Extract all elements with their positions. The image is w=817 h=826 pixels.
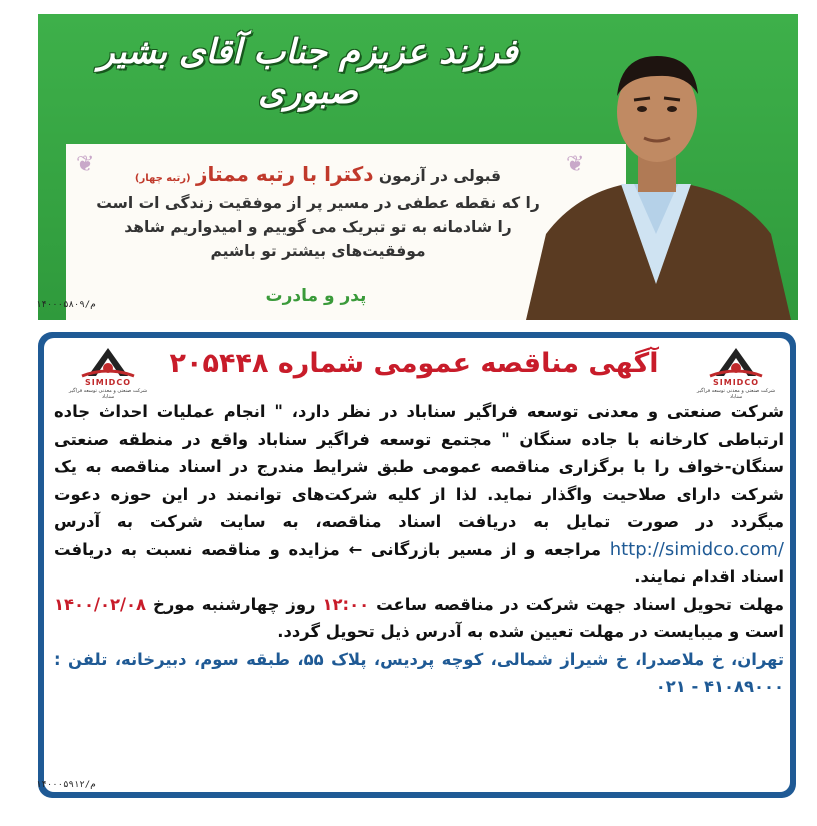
tender-address: تهران، خ ملاصدرا، خ شیراز شمالی، کوچه پردیس، پلاک ۵۵، طبقه سوم، دبیرخانه، تلفن : ۴۱۰۸۹۰۰۰ - ۰۲۱	[54, 649, 784, 696]
congrats-line-4: موفقیت‌های بیشتر تو باشیم	[210, 242, 426, 260]
triangle-logo-icon	[68, 346, 148, 378]
congrats-line-2: را که نقطه عطفی در مسیر پر از موفقیت زندگی ات است	[96, 194, 540, 212]
rank-note: (رتبه چهار)	[134, 173, 191, 184]
floral-ornament-icon: ❦	[76, 152, 95, 177]
deadline-time: ۱۲:۰۰	[322, 594, 370, 614]
simidco-logo-right: SIMIDCO شرکت صنعتی و معدنی توسعه فراگیر سناباد	[696, 346, 776, 398]
tender-notice-body	[44, 338, 790, 792]
congrats-line-3: را شادمانه به تو تبریک می گوییم و امیدواریم شاهد	[124, 218, 512, 236]
portrait-photo	[516, 34, 798, 320]
tender-text	[54, 398, 784, 701]
tender-title: آگهی مناقصه عمومی شماره ۲۰۵۴۴۸	[169, 348, 659, 379]
congrats-message	[88, 162, 548, 263]
simidco-logo-left: SIMIDCO شرکت صنعتی و معدنی توسعه فراگیر سناباد	[68, 346, 148, 398]
degree-highlight: دکترا با رتبه ممتاز	[195, 162, 374, 186]
congrats-title: فرزند عزیزم جناب آقای بشیر صبوری	[98, 32, 518, 112]
company-website-link[interactable]: http://simidco.com/	[609, 538, 784, 560]
ad-reference-code: م/۱۴۰۰۰۵۸۰۹	[36, 300, 96, 310]
tender-paragraph-1: شرکت صنعتی و معدنی توسعه فراگیر سناباد در نظر دارد، " انجام عملیات احداث جاده ارتباطی کارخانه با جاده سنگان " مجتمع توسعه فراگیر سناباد واقع در منطقه صنعتی سنگان-خواف را با برگزاری مناقصه عمومی طبق شرایط مندرج در اسناد مناقصه به یک شرکت دارای صلاحیت واگذار نماید. لذا از کلیه شرکت‌های توانمند در این حوزه دعوت میگردد در صورت تمایل به دریافت اسناد مناقصه، به سایت شرکت به آدرس http://simidco.com/ مراجعه و از مسیر بازرگانی ← مزایده و مناقصه نسبت به دریافت اسناد اقدام نمایند.	[54, 402, 784, 586]
congrats-line-1: قبولی در آزمون دکترا با رتبه ممتاز (رتبه چهار)	[134, 162, 502, 186]
congratulation-ad	[38, 14, 798, 320]
deadline-date: ۱۴۰۰/۰۲/۰۸	[54, 594, 147, 614]
tender-paragraph-2: مهلت تحویل اسناد جهت شرکت در مناقصه ساعت ۱۲:۰۰ روز چهارشنبه مورخ ۱۴۰۰/۰۲/۰۸ است و میبایست در مهلت تعیین شده به آدرس ذیل تحویل گردد.	[54, 594, 784, 641]
congrats-signature: پدر و مادرت	[265, 286, 367, 306]
triangle-logo-icon	[696, 346, 776, 378]
notice-reference-code: م/۱۴۰۰۰۵۹۱۲	[36, 780, 96, 790]
floral-ornament-icon: ❦	[566, 152, 585, 177]
tender-notice	[38, 332, 796, 798]
